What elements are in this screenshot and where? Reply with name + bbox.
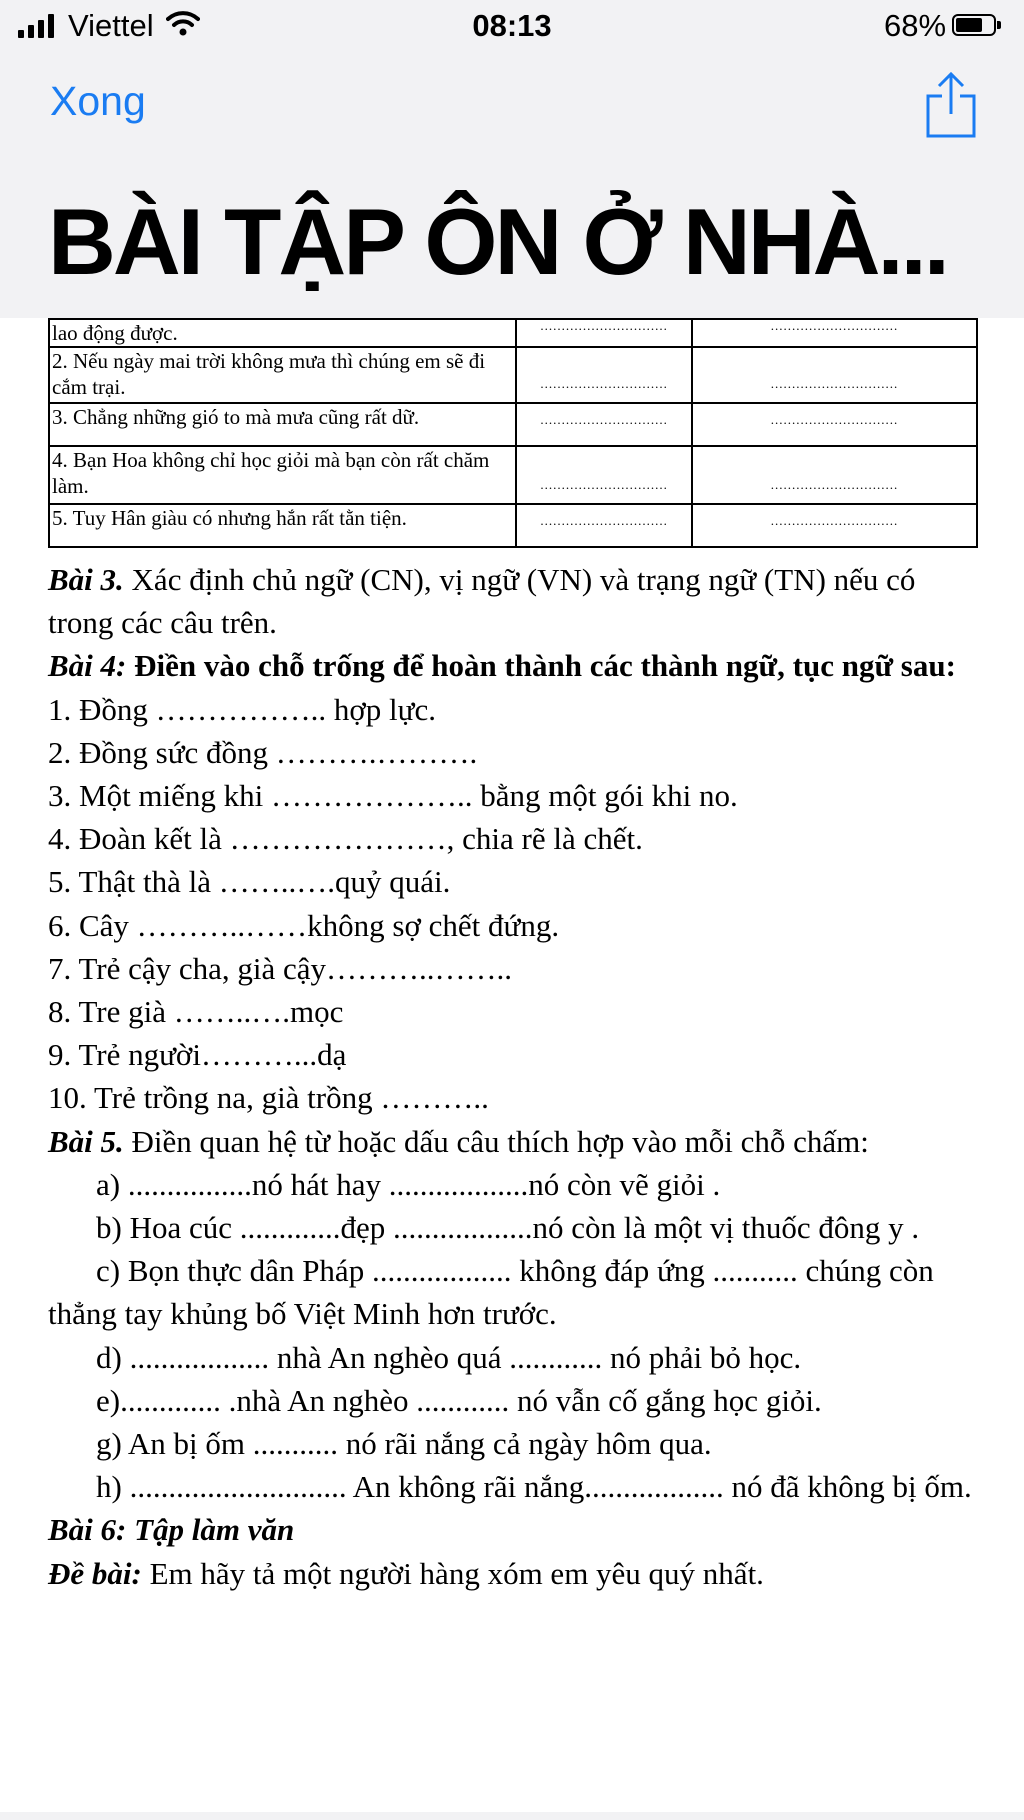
table-cell-blank: ..............................: [516, 319, 692, 347]
de-bai-label: Đề bài:: [48, 1555, 142, 1591]
document-page[interactable]: [0, 318, 1024, 1820]
de-bai: Đề bài: Em hãy tả một người hàng xóm em yêu quý nhất.: [48, 1555, 764, 1591]
list-item: 6. Cây ………..……không sợ chết đứng.: [48, 907, 560, 943]
table-cell-sentence: 2. Nếu ngày mai trời không mưa thì chúng em sẽ đi cắm trại.: [49, 347, 516, 403]
list-item: g) An bị ốm ........... nó rãi nắng cả ngày hôm qua.: [96, 1426, 712, 1462]
document-title: BÀI TẬP ÔN Ở NHÀ...: [48, 189, 947, 294]
list-item: 8. Tre già ……..….mọc: [48, 994, 344, 1030]
list-item: 9. Trẻ người………...dạ: [48, 1037, 347, 1073]
clock: 08:13: [472, 8, 552, 43]
list-item: 4. Đoàn kết là …………………, chia rẽ là chết.: [48, 821, 643, 857]
table-row: [49, 403, 977, 446]
table-cell-blank: ..............................: [692, 446, 977, 504]
table-cell-blank: ..............................: [516, 347, 692, 403]
table-cell-blank: ..............................: [692, 504, 977, 547]
bai-6-heading: Bài 6: Tập làm văn: [48, 1512, 295, 1548]
table-row: [49, 347, 977, 403]
bottom-edge: [0, 1812, 1024, 1820]
bai-5-heading: Bài 5. Điền quan hệ từ hoặc dấu câu thích hợp vào mỗi chỗ chấm:: [48, 1123, 869, 1159]
list-item: 10. Trẻ trồng na, già trồng ………..: [48, 1080, 489, 1116]
bai-5-label: Bài 5.: [48, 1123, 124, 1159]
table-cell-blank: ..............................: [516, 403, 692, 446]
list-item: c) Bọn thực dân Pháp .................. không đáp ứng ........... chúng còn thẳng tay khủng bố Việt Minh hơn trước.: [48, 1253, 934, 1332]
table-row: [49, 446, 977, 504]
list-item: 5. Thật thà là ……..….quỷ quái.: [48, 864, 451, 900]
table-cell-blank: ..............................: [692, 403, 977, 446]
top-bar: [0, 0, 1024, 318]
bai-3: Bài 3. Xác định chủ ngữ (CN), vị ngữ (VN) và trạng ngữ (TN) nếu có trong các câu trên.: [48, 562, 916, 641]
done-button[interactable]: Xong: [50, 78, 146, 124]
list-item: d) .................. nhà An nghèo quá ............ nó phải bỏ học.: [96, 1339, 802, 1375]
bai-3-label: Bài 3.: [48, 562, 124, 597]
table-cell-sentence: lao động được.: [49, 319, 516, 347]
table-cell-blank: ..............................: [516, 446, 692, 504]
table-row: [49, 319, 977, 347]
carrier-name: Viettel: [68, 8, 154, 43]
battery-icon: [952, 14, 996, 36]
table-cell-blank: ..............................: [516, 504, 692, 547]
list-item: b) Hoa cúc .............đẹp ..................nó còn là một vị thuốc đông y .: [96, 1210, 920, 1246]
list-item: 7. Trẻ cậy cha, già cậy………..……..: [48, 950, 513, 986]
status-bar: [0, 0, 1024, 52]
table-cell-sentence: 4. Bạn Hoa không chỉ học giỏi mà bạn còn rất chăm làm.: [49, 446, 516, 504]
battery-percent: 68%: [884, 8, 947, 43]
list-item: 3. Một miếng khi ……………….. bằng một gói khi no.: [48, 778, 738, 814]
table-cell-blank: ..............................: [692, 347, 977, 403]
table-cell-sentence: 5. Tuy Hân giàu có nhưng hắn rất tằn tiện.: [49, 504, 516, 547]
list-item: 1. Đồng …………….. hợp lực.: [48, 691, 436, 727]
list-item: a) ................nó hát hay ..................nó còn vẽ giỏi .: [96, 1166, 721, 1202]
bai-4-label: Bài 4:: [48, 648, 127, 684]
bai-4-heading: Bài 4: Điền vào chỗ trống để hoàn thành các thành ngữ, tục ngữ sau:: [48, 648, 956, 684]
exercise-table: [48, 318, 978, 548]
table-cell-blank: ..............................: [692, 319, 977, 347]
list-item: h) ............................ An không rãi nắng.................. nó đã không bị ốm.: [96, 1469, 972, 1505]
list-item: 2. Đồng sức đồng ……….……….: [48, 734, 478, 770]
table-row: [49, 504, 977, 547]
table-cell-sentence: 3. Chẳng những gió to mà mưa cũng rất dữ.: [49, 403, 516, 446]
list-item: e)............. .nhà An nghèo ............ nó vẫn cố gắng học giỏi.: [96, 1382, 822, 1418]
document-text: [48, 558, 988, 1595]
share-icon[interactable]: [924, 70, 978, 140]
